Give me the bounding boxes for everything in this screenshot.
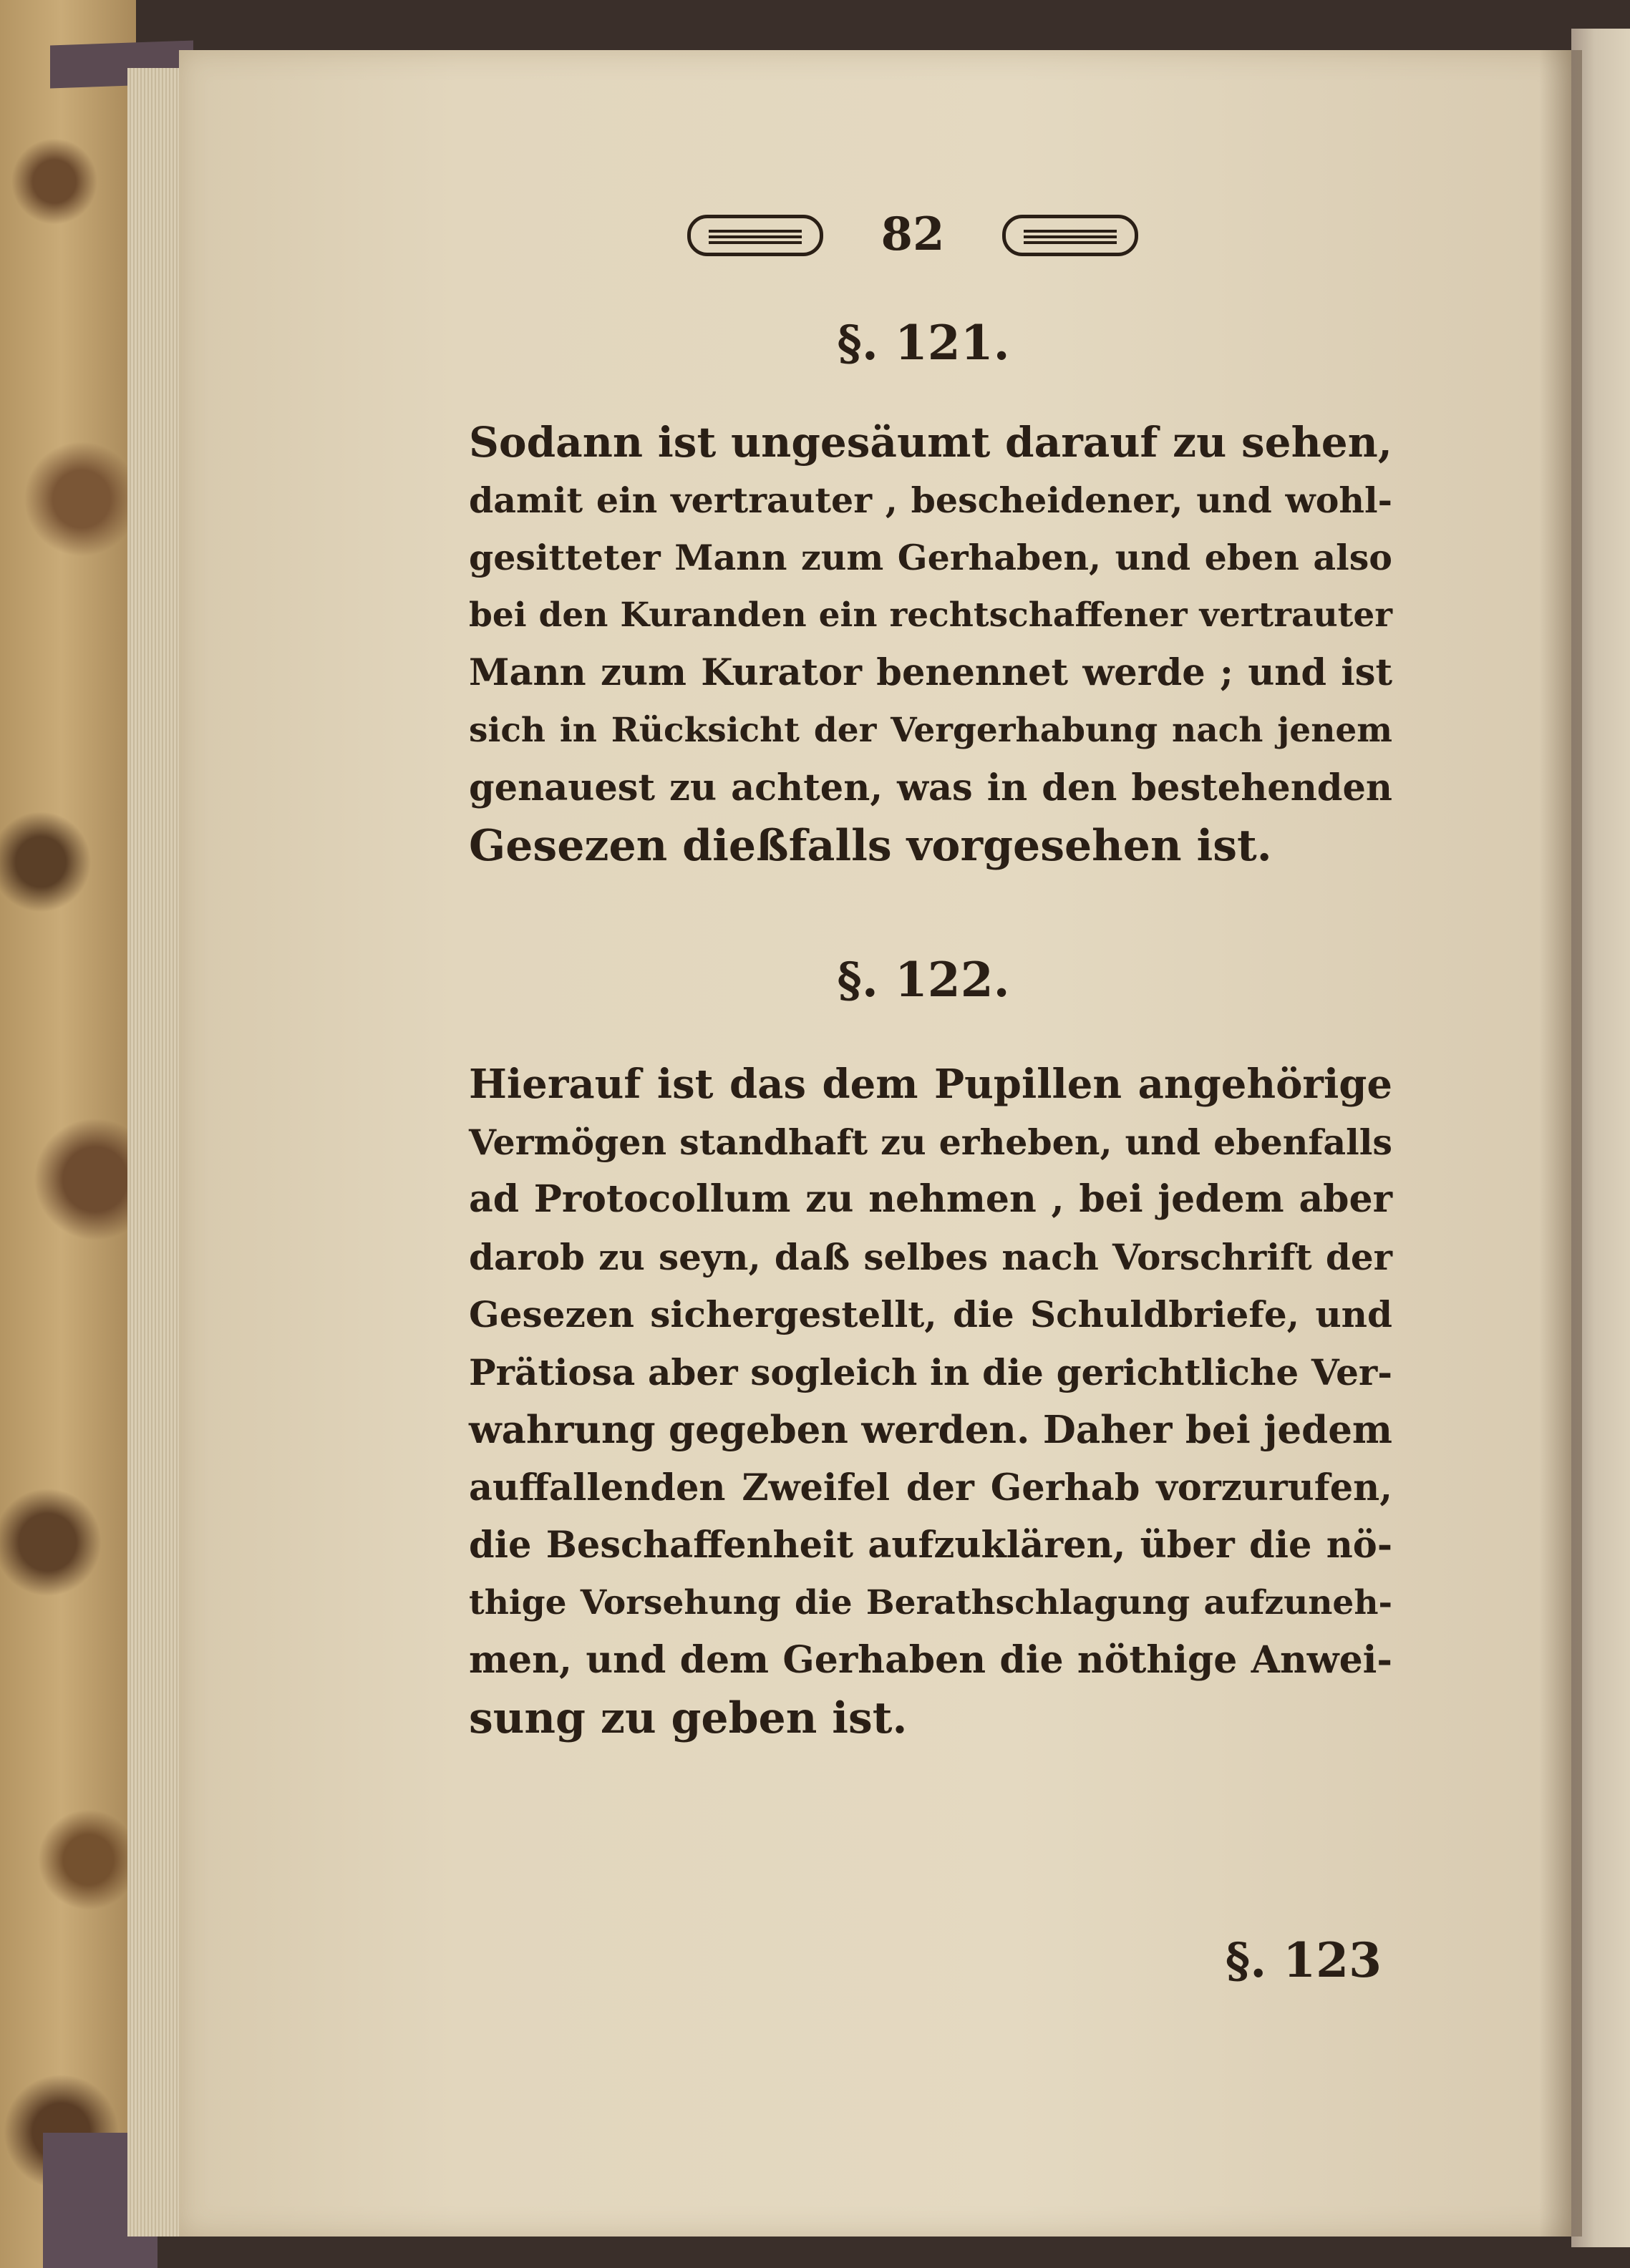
text-line: Mann zum Kurator benennet werde ; und ist	[469, 651, 1392, 694]
paragraph-121	[469, 414, 1392, 875]
text-line: genauest zu achten, was in den bestehenden	[469, 766, 1392, 809]
text-line: Gesezen sichergestellt, die Schuldbriefe, und	[469, 1293, 1392, 1335]
catchword: §. 123	[1225, 1932, 1382, 1988]
page-number: 82	[881, 208, 945, 261]
text-line: gesitteter Mann zum Gerhaben, und eben also	[469, 537, 1392, 578]
ornament-right-icon	[1002, 215, 1138, 256]
section-heading-122: §. 122.	[837, 952, 1010, 1008]
text-line: bei den Kuranden ein rechtschaffener vertrauter	[469, 595, 1392, 635]
text-line: Hierauf ist das dem Pupillen angehörige	[469, 1061, 1392, 1108]
text-line: men, und dem Gerhaben die nöthige Anwei-	[469, 1638, 1392, 1682]
book-cover-left	[0, 0, 136, 2268]
text-line: ad Protocollum zu nehmen , bei jedem aber	[469, 1177, 1392, 1221]
page-block-edges	[127, 68, 185, 2237]
text-line: Vermögen standhaft zu erheben, und ebenfalls	[469, 1121, 1392, 1163]
gutter-shadow	[1539, 50, 1582, 2237]
paragraph-122	[469, 1056, 1392, 1747]
section-heading-121: §. 121.	[837, 315, 1010, 371]
text-line: auffallenden Zweifel der Gerhab vorzurufen,	[469, 1466, 1392, 1509]
text-line: die Beschaffenheit aufzuklären, über die nö-	[469, 1524, 1392, 1567]
running-head	[687, 208, 1160, 265]
text-line: Sodann ist ungesäumt darauf zu sehen,	[469, 418, 1392, 467]
text-line: damit ein vertrauter , bescheidener, und wohl-	[469, 479, 1392, 521]
text-line: Prätiosa aber sogleich in die gerichtliche Ver-	[469, 1350, 1392, 1393]
text-line: sich in Rücksicht der Vergerhabung nach jenem	[469, 710, 1392, 750]
text-line: darob zu seyn, daß selbes nach Vorschrift der	[469, 1235, 1392, 1278]
text-line: Gesezen dießfalls vorgesehen ist.	[469, 820, 1272, 871]
text-line: sung zu geben ist.	[469, 1693, 908, 1743]
text-line: wahrung gegeben werden. Daher bei jedem	[469, 1408, 1392, 1452]
text-line: thige Vorsehung die Berathschlagung aufzuneh-	[469, 1582, 1392, 1622]
ornament-left-icon	[687, 215, 823, 256]
